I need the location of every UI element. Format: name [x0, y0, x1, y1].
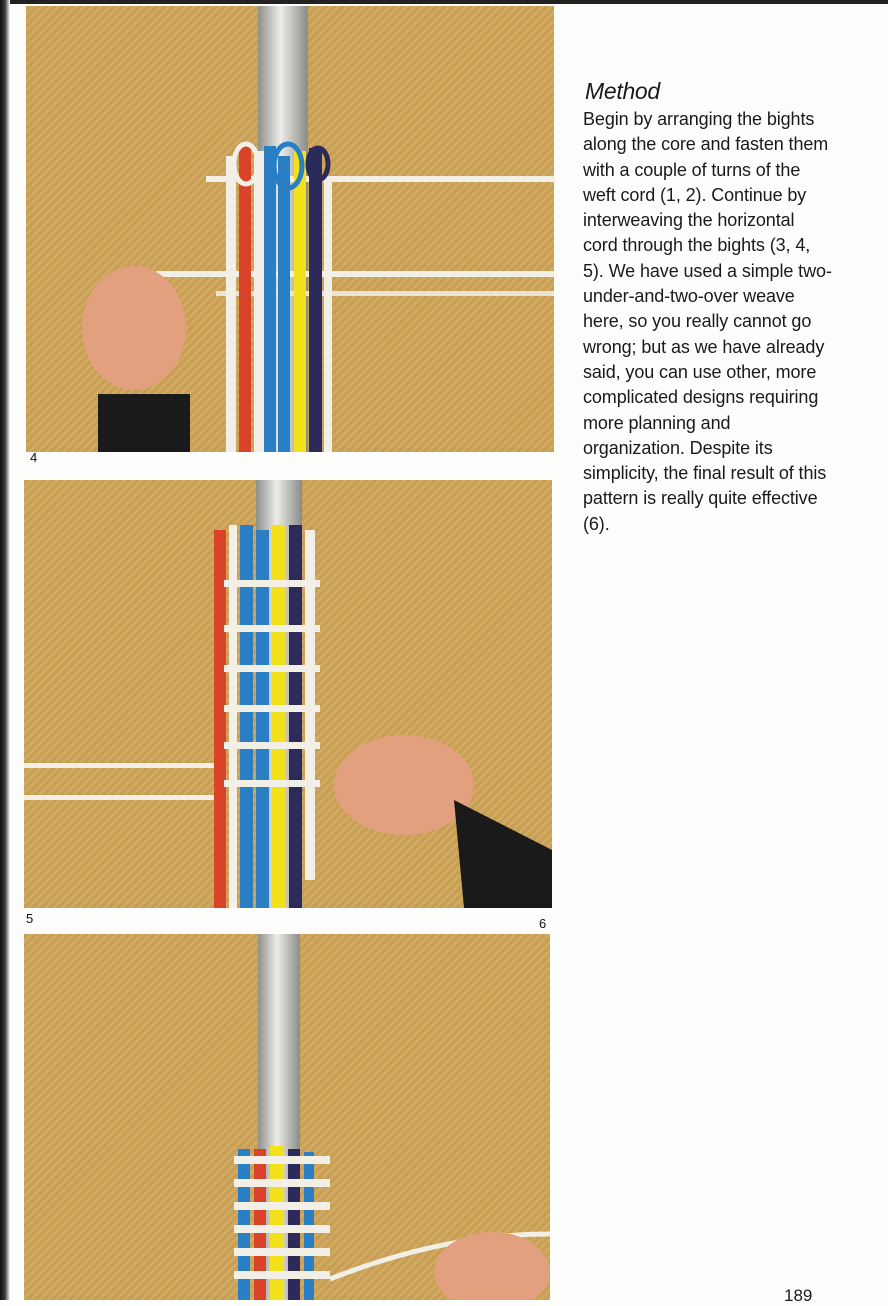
figure-number-5: 5 — [26, 911, 34, 926]
method-heading: Method — [585, 78, 660, 104]
photo-step-4 — [26, 6, 554, 452]
photo-step-5 — [24, 480, 552, 908]
page-number: 189 — [784, 1286, 813, 1305]
method-body: Begin by arranging the bights along the core and fasten them with a couple of turns of the weft cord (1, 2). Continue by interweaving the horizontal cord through the bights (3, 4, 5). We have used a simple two-under-and-two-over weave here, so you really cannot go wrong; but as we have already said, you can use other, more complicated designs requiring more planning and organization. Despite its simplicity, the final result of this pattern is really quite effective (6). — [583, 109, 832, 534]
figure-number-4: 4 — [30, 450, 38, 465]
page-binding-edge — [0, 0, 10, 1300]
photo-step-6 — [24, 934, 550, 1300]
figure-number-6: 6 — [539, 916, 547, 931]
page-top-edge — [0, 0, 888, 4]
method-text-column — [583, 78, 833, 537]
